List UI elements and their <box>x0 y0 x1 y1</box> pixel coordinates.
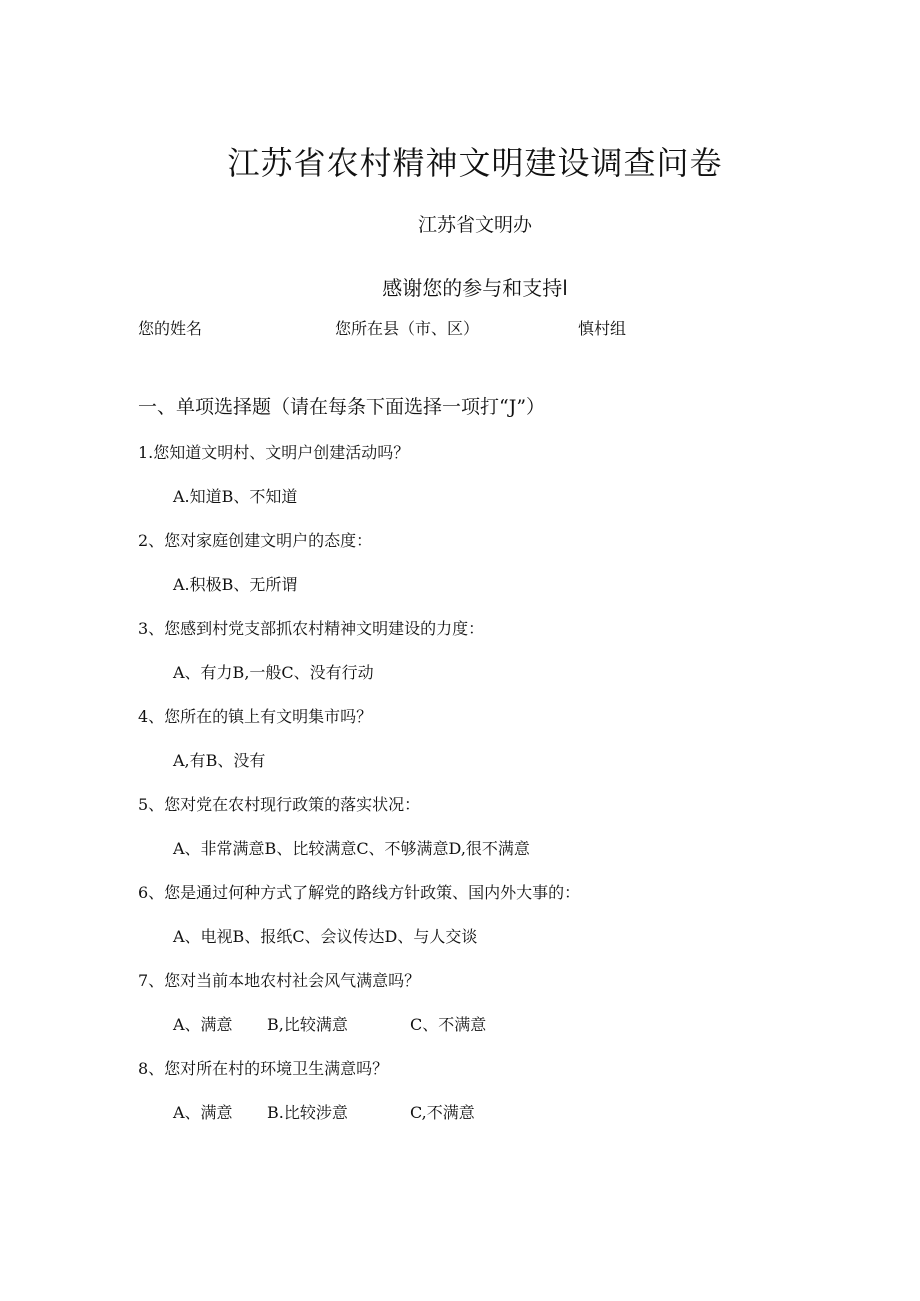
question-8-option-a: A、满意 <box>173 1103 233 1122</box>
question-7-option-c: C、不满意 <box>410 1015 487 1034</box>
question-7-option-b: B,比较满意 <box>267 1015 348 1034</box>
question-8: 8、您对所在村的环境卫生满意吗？ <box>138 1059 389 1078</box>
question-2: 2、您对家庭创建文明户的态度： <box>138 531 373 550</box>
question-4-options: A,有B、没有 <box>173 751 266 770</box>
question-5: 5、您对党在农村现行政策的落实状况： <box>138 795 421 814</box>
question-3-options: A、有力B,一般C、没有行动 <box>173 663 374 682</box>
document-title: 江苏省农村精神文明建设调查问卷 <box>227 144 723 182</box>
issuing-organization: 江苏省文明办 <box>417 214 532 236</box>
question-3: 3、您感到村党支部抓农村精神文明建设的力度： <box>138 619 485 638</box>
county-field-label: 您所在县（市、区） <box>335 319 480 338</box>
question-7: 7、您对当前本地农村社会风气满意吗？ <box>138 971 421 990</box>
question-7-option-a: A、满意 <box>173 1015 233 1034</box>
name-field-label: 您的姓名 <box>138 319 203 338</box>
question-8-option-b: B.比较涉意 <box>267 1103 348 1122</box>
question-8-option-c: C,不满意 <box>410 1103 475 1122</box>
town-field-label: 慎村组 <box>578 319 627 338</box>
section-heading: 一、单项选择题（请在每条下面选择一项打“J”） <box>138 396 546 418</box>
thanks-line: 感谢您的参与和支持l <box>382 276 568 300</box>
question-5-options: A、非常满意B、比较满意C、不够满意D,很不满意 <box>173 839 530 858</box>
question-2-options: A.积极B、无所谓 <box>173 575 298 594</box>
question-4: 4、您所在的镇上有文明集市吗？ <box>138 707 373 726</box>
question-6-options: A、电视B、报纸C、会议传达D、与人交谈 <box>173 927 478 946</box>
question-6: 6、您是通过何种方式了解党的路线方针政策、国内外大事的： <box>138 883 581 902</box>
question-1-options: A.知道B、不知道 <box>173 487 298 506</box>
question-1: 1.您知道文明村、文明户创建活动吗？ <box>138 443 410 462</box>
